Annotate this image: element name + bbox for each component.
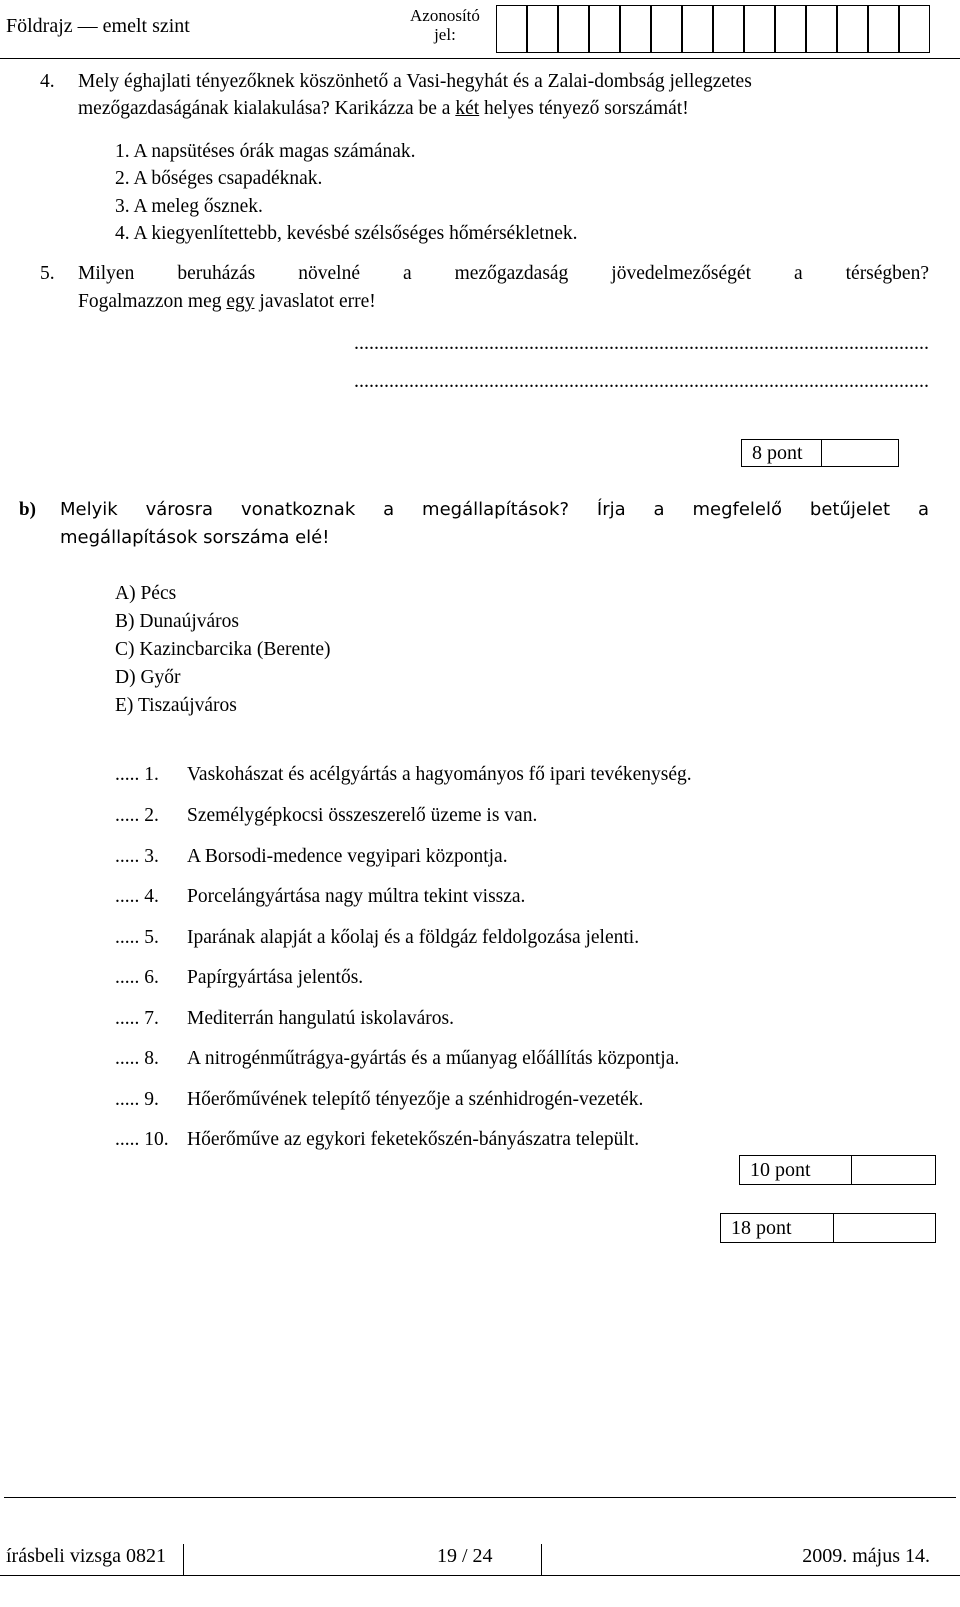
- q4-option-4[interactable]: [115, 223, 577, 245]
- footer-bottom-rule: [0, 1575, 960, 1576]
- id-box[interactable]: [713, 5, 744, 53]
- q4-line2-post: helyes tényező sorszámát!: [479, 98, 689, 119]
- q5-line2: [78, 291, 376, 313]
- id-label-line1: Azonosító: [410, 6, 480, 25]
- footer-date: 2009. május 14.: [802, 1545, 930, 1567]
- statement-1-number[interactable]: ..... 1.: [115, 764, 159, 785]
- q5-line2-pre: Fogalmazzon meg: [78, 291, 227, 312]
- statement-3-text: A Borsodi-medence vegyipari központja.: [187, 846, 508, 867]
- footer-rule: [4, 1497, 956, 1498]
- city-letter: E): [115, 695, 134, 716]
- footer-divider: [183, 1544, 184, 1576]
- city-d: [115, 667, 181, 689]
- city-name: Dunaújváros: [139, 611, 240, 632]
- id-box[interactable]: [899, 5, 930, 53]
- q4-line1: Mely éghajlati tényezőknek köszönhető a Vasi-hegyhát és a Zalai-dombság jellegzetes: [78, 71, 752, 92]
- id-box[interactable]: [775, 5, 806, 53]
- statement-8-text: A nitrogénműtrágya-gyártás és a műanyag előállítás központja.: [187, 1048, 680, 1069]
- statement-7-number[interactable]: ..... 7.: [115, 1008, 159, 1029]
- statement-9-number[interactable]: ..... 9.: [115, 1089, 159, 1110]
- score-box-total: [720, 1213, 936, 1243]
- footer-divider: [541, 1544, 542, 1576]
- q5-answer-line-2[interactable]: ...................................................................................................................: [354, 370, 929, 392]
- city-b: [115, 611, 239, 633]
- city-letter: D): [115, 667, 136, 688]
- statement-1-text: Vaskohászat és acélgyártás a hagyományos fő ipari tevékenység.: [187, 764, 692, 785]
- id-box[interactable]: [558, 5, 589, 53]
- qb-line2: megállapítások sorszáma elé!: [60, 527, 330, 548]
- statement-9-text: Hőerőművének telepítő tényezője a szénhidrogén-vezeték.: [187, 1089, 644, 1110]
- score-box-a: [741, 439, 899, 467]
- q4-option-3[interactable]: [115, 196, 263, 218]
- statement-6-number[interactable]: ..... 6.: [115, 967, 159, 988]
- statement-10-number[interactable]: ..... 10.: [115, 1129, 169, 1150]
- statement-4-text: Porcelángyártása nagy múltra tekint vissza.: [187, 886, 526, 907]
- statement-2-text: Személygépkocsi összeszerelő üzeme is van.: [187, 805, 538, 826]
- option-text: A kiegyenlítettebb, kevésbé szélsőséges hőmérsékletnek.: [133, 223, 578, 244]
- statement-3-number[interactable]: ..... 3.: [115, 846, 159, 867]
- id-label: [410, 6, 480, 44]
- id-box[interactable]: [527, 5, 558, 53]
- city-letter: B): [115, 611, 135, 632]
- statement-5-number[interactable]: ..... 5.: [115, 927, 159, 948]
- statement-2-number[interactable]: ..... 2.: [115, 805, 159, 826]
- option-number: 2.: [115, 168, 130, 189]
- q5-line2-post: javaslatot erre!: [254, 291, 376, 312]
- id-box[interactable]: [682, 5, 713, 53]
- header-rule: [0, 58, 960, 59]
- id-box[interactable]: [620, 5, 651, 53]
- score-label: 18 pont: [721, 1214, 834, 1242]
- statement-4-number[interactable]: ..... 4.: [115, 886, 159, 907]
- statement-5-text: Iparának alapját a kőolaj és a földgáz feldolgozása jelenti.: [187, 927, 640, 948]
- statement-10-text: Hőerőműve az egykori feketekőszén-bányászatra települt.: [187, 1129, 640, 1150]
- id-box[interactable]: [744, 5, 775, 53]
- q4-option-2[interactable]: [115, 168, 322, 190]
- id-box[interactable]: [837, 5, 868, 53]
- id-box[interactable]: [496, 5, 527, 53]
- city-name: Győr: [140, 667, 181, 688]
- city-name: Pécs: [140, 583, 177, 604]
- city-name: Kazincbarcika (Berente): [139, 639, 331, 660]
- city-letter: A): [115, 583, 136, 604]
- id-label-line2: jel:: [434, 25, 456, 44]
- option-text: A bőséges csapadéknak.: [133, 168, 323, 189]
- score-label: 8 pont: [742, 440, 822, 466]
- score-box-b: [739, 1155, 936, 1185]
- qb-line1: Melyik városra vonatkoznak a megállapítások? Írja a megfelelő betűjelet a: [60, 499, 929, 520]
- option-number: 1.: [115, 141, 130, 162]
- id-box[interactable]: [868, 5, 899, 53]
- footer-page-number: 19 / 24: [437, 1545, 493, 1567]
- statement-7-text: Mediterrán hangulatú iskolaváros.: [187, 1008, 454, 1029]
- q4-line2: [78, 98, 689, 120]
- option-text: A meleg ősznek.: [133, 196, 263, 217]
- statement-8-number[interactable]: ..... 8.: [115, 1048, 159, 1069]
- option-text: A napsütéses órák magas számának.: [133, 141, 416, 162]
- city-letter: C): [115, 639, 135, 660]
- q4-option-1[interactable]: [115, 141, 416, 163]
- option-number: 4.: [115, 223, 130, 244]
- statement-6-text: Papírgyártása jelentős.: [187, 967, 364, 988]
- footer-exam: írásbeli vizsga 0821: [6, 1545, 166, 1567]
- qb-label: b): [19, 499, 36, 520]
- id-box[interactable]: [651, 5, 682, 53]
- q4-line2-under: két: [455, 98, 480, 119]
- score-label: 10 pont: [740, 1156, 852, 1184]
- q5-line1: Milyen beruházás növelné a mezőgazdaság jövedelmezőségét a térségben?: [78, 263, 929, 284]
- q4-line2-pre: mezőgazdaságának kialakulása? Karikázza be a: [78, 98, 456, 119]
- q5-answer-line-1[interactable]: ...................................................................................................................: [354, 332, 929, 354]
- city-a: [115, 583, 176, 605]
- city-name: Tiszaújváros: [137, 695, 237, 716]
- q4-number: 4.: [40, 71, 55, 92]
- city-c: [115, 639, 330, 661]
- q5-number: 5.: [40, 263, 55, 284]
- q5-line2-under: egy: [226, 291, 255, 312]
- city-e: [115, 695, 237, 717]
- id-box[interactable]: [589, 5, 620, 53]
- id-box[interactable]: [806, 5, 837, 53]
- option-number: 3.: [115, 196, 130, 217]
- header-subject: Földrajz — emelt szint: [6, 15, 190, 37]
